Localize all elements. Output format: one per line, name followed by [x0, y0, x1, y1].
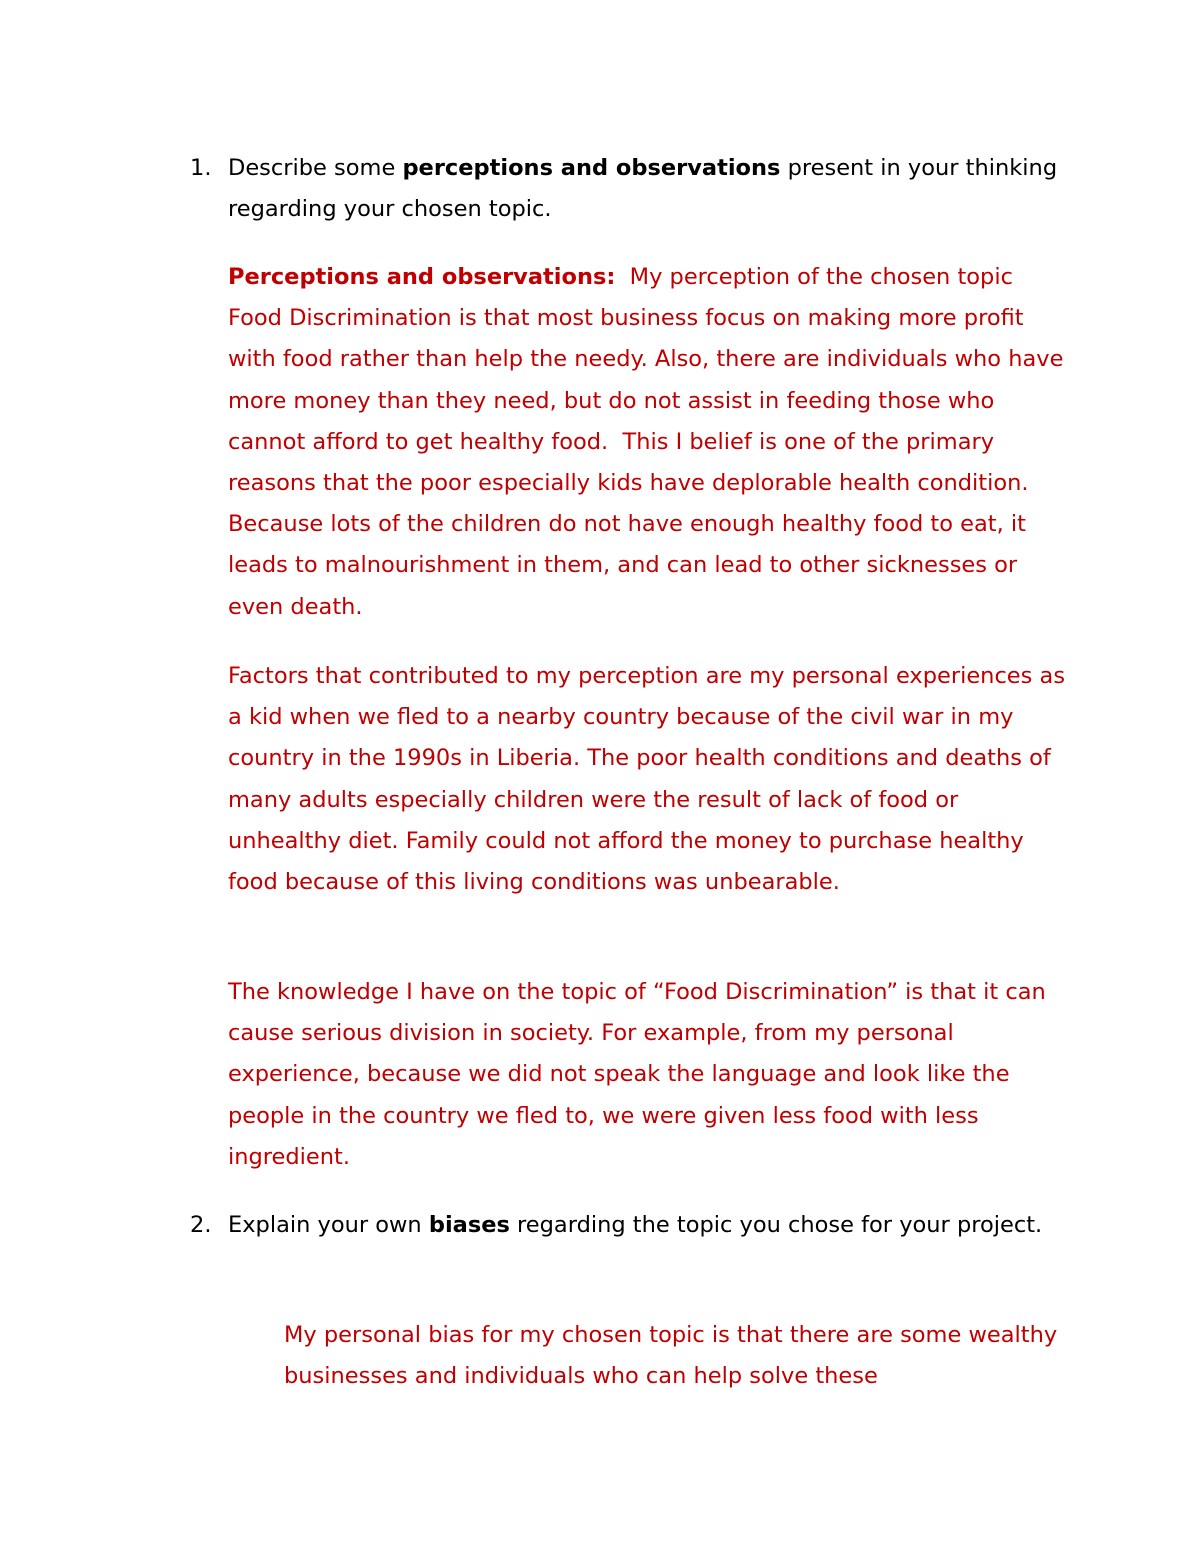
- perceptions-label: Perceptions and observations:: [228, 264, 616, 290]
- question-2-before: Explain your own: [228, 1212, 429, 1238]
- question-2-number: 2.: [190, 1212, 212, 1238]
- question-2: [190, 1205, 1070, 1246]
- question-2-bold: biases: [428, 1212, 510, 1238]
- question-1-text: [228, 148, 1070, 230]
- answer-knowledge-paragraph: The knowledge I have on the topic of “Food Discrimination” is that it can cause serious division in society. For example, from my personal experience, because we did not speak the language and look like the people in the country we fled to, we were given less food with less ingredient.: [228, 979, 1046, 1170]
- answer-bias-paragraph: My personal bias for my chosen topic is that there are some wealthy businesses and individuals who can help solve these: [284, 1322, 1058, 1390]
- question-1: [190, 148, 1070, 230]
- question-1-bold: perceptions and observations: [402, 155, 781, 181]
- perceptions-text: My perception of the chosen topic Food Discrimination is that most business focus on making more profit with food rather than help the needy. Also, there are individuals who have more money than they need, but do not assist in feeding those who cannot afford to get healthy food. This I belief is one of the primary reasons that the poor especially kids have deplorable health condition. Because lots of the children do not have enough healthy food to eat, it leads to malnourishment in them, and can lead to other sicknesses or even death.: [228, 264, 1071, 620]
- question-2-after: regarding the topic you chose for your project.: [509, 1212, 1043, 1238]
- question-1-number: 1.: [190, 155, 212, 181]
- answer-perceptions-paragraph: [228, 257, 1071, 628]
- question-1-after: present in your thinking regarding your chosen topic.: [228, 155, 1058, 223]
- question-2-text: [228, 1205, 1070, 1246]
- answer-factors-paragraph: Factors that contributed to my perception are my personal experiences as a kid when we fled to a nearby country because of the civil war in my country in the 1990s in Liberia. The poor health conditions and deaths of many adults especially children were the result of lack of food or unhealthy diet. Family could not afford the money to purchase healthy food because of this living conditions was unbearable.: [228, 663, 1066, 896]
- question-1-before: Describe some: [228, 155, 403, 181]
